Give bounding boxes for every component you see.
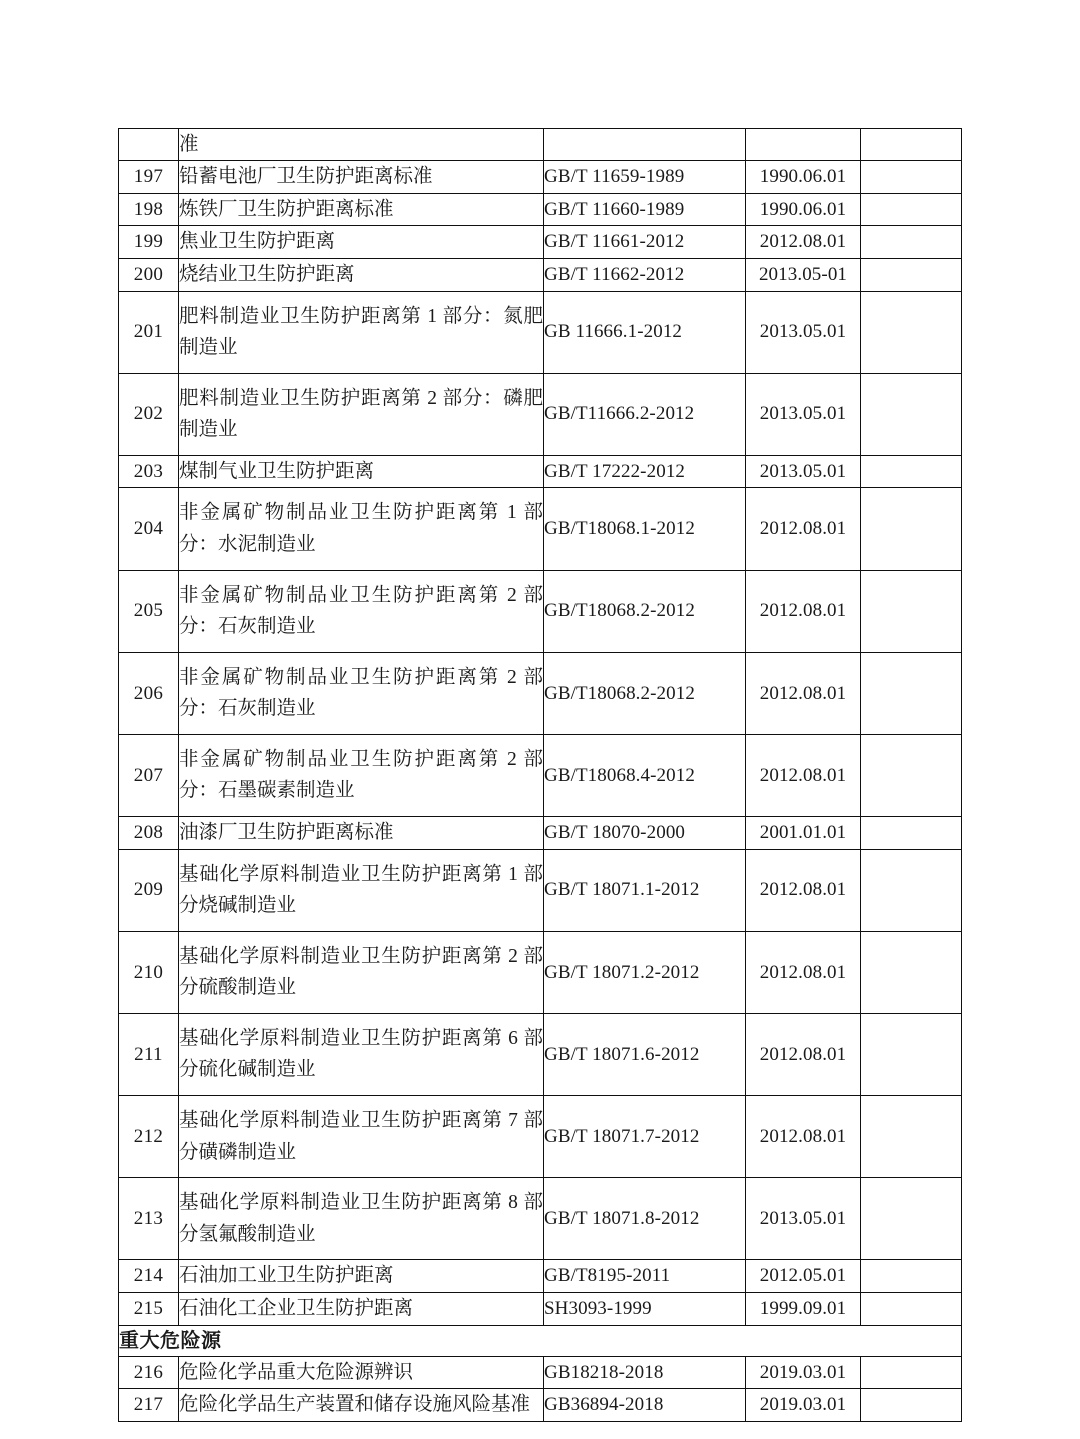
cell-remarks — [861, 1013, 962, 1095]
cell-remarks — [861, 258, 962, 291]
cell-index: 203 — [119, 455, 179, 488]
cell-standard-code — [544, 129, 746, 161]
cell-standard-name: 煤制气业卫生防护距离 — [179, 455, 544, 488]
cell-index: 208 — [119, 817, 179, 850]
cell-standard-name: 危险化学品生产装置和储存设施风险基准 — [179, 1389, 544, 1422]
cell-standard-code: GB/T18068.2-2012 — [544, 570, 746, 652]
cell-effective-date: 2012.05.01 — [746, 1260, 861, 1293]
table-row — [119, 1356, 962, 1389]
cell-standard-name: 基础化学原料制造业卫生防护距离第 7 部分磺磷制造业 — [179, 1096, 544, 1178]
table-row — [119, 1260, 962, 1293]
cell-standard-name: 非金属矿物制品业卫生防护距离第 2 部分：石墨碳素制造业 — [179, 734, 544, 816]
cell-remarks — [861, 1178, 962, 1260]
table-section-header-row — [119, 1325, 962, 1356]
table-row — [119, 1292, 962, 1325]
cell-standard-code: GB/T18068.2-2012 — [544, 652, 746, 734]
cell-remarks — [861, 931, 962, 1013]
cell-remarks — [861, 734, 962, 816]
cell-index: 201 — [119, 291, 179, 373]
cell-standard-code: GB/T 18071.7-2012 — [544, 1096, 746, 1178]
cell-standard-code: GB/T 17222-2012 — [544, 455, 746, 488]
table-row — [119, 1178, 962, 1260]
cell-standard-code: GB/T 18070-2000 — [544, 817, 746, 850]
cell-standard-name: 准 — [179, 129, 544, 161]
cell-standard-name: 焦业卫生防护距离 — [179, 226, 544, 259]
cell-standard-code: GB/T 11661-2012 — [544, 226, 746, 259]
table-row — [119, 570, 962, 652]
cell-index: 206 — [119, 652, 179, 734]
table-body — [119, 129, 962, 1422]
cell-effective-date: 2012.08.01 — [746, 1096, 861, 1178]
cell-standard-code: GB/T 11659-1989 — [544, 161, 746, 194]
cell-remarks — [861, 373, 962, 455]
table-row — [119, 817, 962, 850]
cell-remarks — [861, 652, 962, 734]
cell-standard-code: GB/T 18071.8-2012 — [544, 1178, 746, 1260]
cell-standard-code: GB/T 18071.2-2012 — [544, 931, 746, 1013]
cell-standard-code: GB/T18068.1-2012 — [544, 488, 746, 570]
cell-effective-date: 2013.05.01 — [746, 1178, 861, 1260]
table-row — [119, 1013, 962, 1095]
cell-effective-date: 1990.06.01 — [746, 161, 861, 194]
cell-index — [119, 129, 179, 161]
cell-standard-name: 非金属矿物制品业卫生防护距离第 2 部分：石灰制造业 — [179, 652, 544, 734]
cell-standard-name: 烧结业卫生防护距离 — [179, 258, 544, 291]
cell-effective-date: 2012.08.01 — [746, 226, 861, 259]
table-row — [119, 1096, 962, 1178]
cell-remarks — [861, 226, 962, 259]
cell-effective-date: 2013.05-01 — [746, 258, 861, 291]
table-row — [119, 455, 962, 488]
table-row — [119, 734, 962, 816]
cell-standard-name: 非金属矿物制品业卫生防护距离第 2 部分：石灰制造业 — [179, 570, 544, 652]
cell-remarks — [861, 291, 962, 373]
cell-effective-date: 2012.08.01 — [746, 570, 861, 652]
cell-effective-date: 2013.05.01 — [746, 455, 861, 488]
table-row — [119, 849, 962, 931]
cell-standard-code: GB/T 18071.1-2012 — [544, 849, 746, 931]
table-row — [119, 161, 962, 194]
cell-index: 204 — [119, 488, 179, 570]
cell-standard-name: 基础化学原料制造业卫生防护距离第 1 部分烧碱制造业 — [179, 849, 544, 931]
cell-standard-code: GB/T 18071.6-2012 — [544, 1013, 746, 1095]
cell-standard-name: 危险化学品重大危险源辨识 — [179, 1356, 544, 1389]
cell-standard-name: 肥料制造业卫生防护距离第 1 部分：氮肥制造业 — [179, 291, 544, 373]
cell-standard-code: GB36894-2018 — [544, 1389, 746, 1422]
cell-remarks — [861, 193, 962, 226]
cell-effective-date: 2012.08.01 — [746, 931, 861, 1013]
cell-index: 197 — [119, 161, 179, 194]
cell-index: 215 — [119, 1292, 179, 1325]
cell-standard-name: 石油化工企业卫生防护距离 — [179, 1292, 544, 1325]
cell-remarks — [861, 817, 962, 850]
cell-standard-name: 肥料制造业卫生防护距离第 2 部分：磷肥制造业 — [179, 373, 544, 455]
cell-index: 200 — [119, 258, 179, 291]
cell-effective-date: 2012.08.01 — [746, 652, 861, 734]
cell-effective-date: 2012.08.01 — [746, 734, 861, 816]
cell-remarks — [861, 849, 962, 931]
cell-standard-code: GB/T 11662-2012 — [544, 258, 746, 291]
table-row — [119, 488, 962, 570]
cell-remarks — [861, 1260, 962, 1293]
table-row — [119, 931, 962, 1013]
cell-index: 198 — [119, 193, 179, 226]
cell-index: 202 — [119, 373, 179, 455]
cell-effective-date: 2013.05.01 — [746, 291, 861, 373]
cell-remarks — [861, 1292, 962, 1325]
cell-standard-name: 基础化学原料制造业卫生防护距离第 2 部分硫酸制造业 — [179, 931, 544, 1013]
table-row — [119, 291, 962, 373]
cell-standard-name: 非金属矿物制品业卫生防护距离第 1 部分：水泥制造业 — [179, 488, 544, 570]
cell-remarks — [861, 1096, 962, 1178]
cell-standard-name: 铅蓄电池厂卫生防护距离标准 — [179, 161, 544, 194]
cell-standard-code: GB 11666.1-2012 — [544, 291, 746, 373]
cell-index: 217 — [119, 1389, 179, 1422]
cell-standard-code: GB/T11666.2-2012 — [544, 373, 746, 455]
cell-index: 214 — [119, 1260, 179, 1293]
cell-standard-name: 基础化学原料制造业卫生防护距离第 6 部分硫化碱制造业 — [179, 1013, 544, 1095]
cell-standard-name: 油漆厂卫生防护距离标准 — [179, 817, 544, 850]
cell-standard-name: 石油加工业卫生防护距离 — [179, 1260, 544, 1293]
section-header-label: 重大危险源 — [119, 1325, 962, 1356]
cell-remarks — [861, 129, 962, 161]
cell-standard-code: GB/T 11660-1989 — [544, 193, 746, 226]
cell-index: 207 — [119, 734, 179, 816]
cell-effective-date: 2013.05.01 — [746, 373, 861, 455]
cell-remarks — [861, 1356, 962, 1389]
cell-effective-date: 2012.08.01 — [746, 849, 861, 931]
cell-standard-code: GB18218-2018 — [544, 1356, 746, 1389]
cell-effective-date: 2019.03.01 — [746, 1356, 861, 1389]
cell-index: 209 — [119, 849, 179, 931]
cell-index: 213 — [119, 1178, 179, 1260]
cell-effective-date — [746, 129, 861, 161]
table-row — [119, 1389, 962, 1422]
cell-standard-name: 炼铁厂卫生防护距离标准 — [179, 193, 544, 226]
table-row — [119, 373, 962, 455]
cell-index: 205 — [119, 570, 179, 652]
cell-index: 216 — [119, 1356, 179, 1389]
cell-effective-date: 2012.08.01 — [746, 488, 861, 570]
cell-effective-date: 1990.06.01 — [746, 193, 861, 226]
cell-effective-date: 2019.03.01 — [746, 1389, 861, 1422]
cell-index: 211 — [119, 1013, 179, 1095]
table-row-continuation — [119, 129, 962, 161]
standards-table — [118, 128, 962, 1422]
cell-remarks — [861, 1389, 962, 1422]
cell-remarks — [861, 161, 962, 194]
cell-remarks — [861, 488, 962, 570]
cell-standard-code: GB/T18068.4-2012 — [544, 734, 746, 816]
table-row — [119, 258, 962, 291]
table-row — [119, 652, 962, 734]
cell-standard-code: SH3093-1999 — [544, 1292, 746, 1325]
cell-index: 212 — [119, 1096, 179, 1178]
cell-standard-name: 基础化学原料制造业卫生防护距离第 8 部分氢氟酸制造业 — [179, 1178, 544, 1260]
standards-table-container — [118, 128, 961, 1422]
table-row — [119, 193, 962, 226]
cell-effective-date: 2012.08.01 — [746, 1013, 861, 1095]
cell-effective-date: 1999.09.01 — [746, 1292, 861, 1325]
table-row — [119, 226, 962, 259]
cell-index: 210 — [119, 931, 179, 1013]
cell-standard-code: GB/T8195-2011 — [544, 1260, 746, 1293]
cell-index: 199 — [119, 226, 179, 259]
cell-remarks — [861, 570, 962, 652]
cell-remarks — [861, 455, 962, 488]
cell-effective-date: 2001.01.01 — [746, 817, 861, 850]
